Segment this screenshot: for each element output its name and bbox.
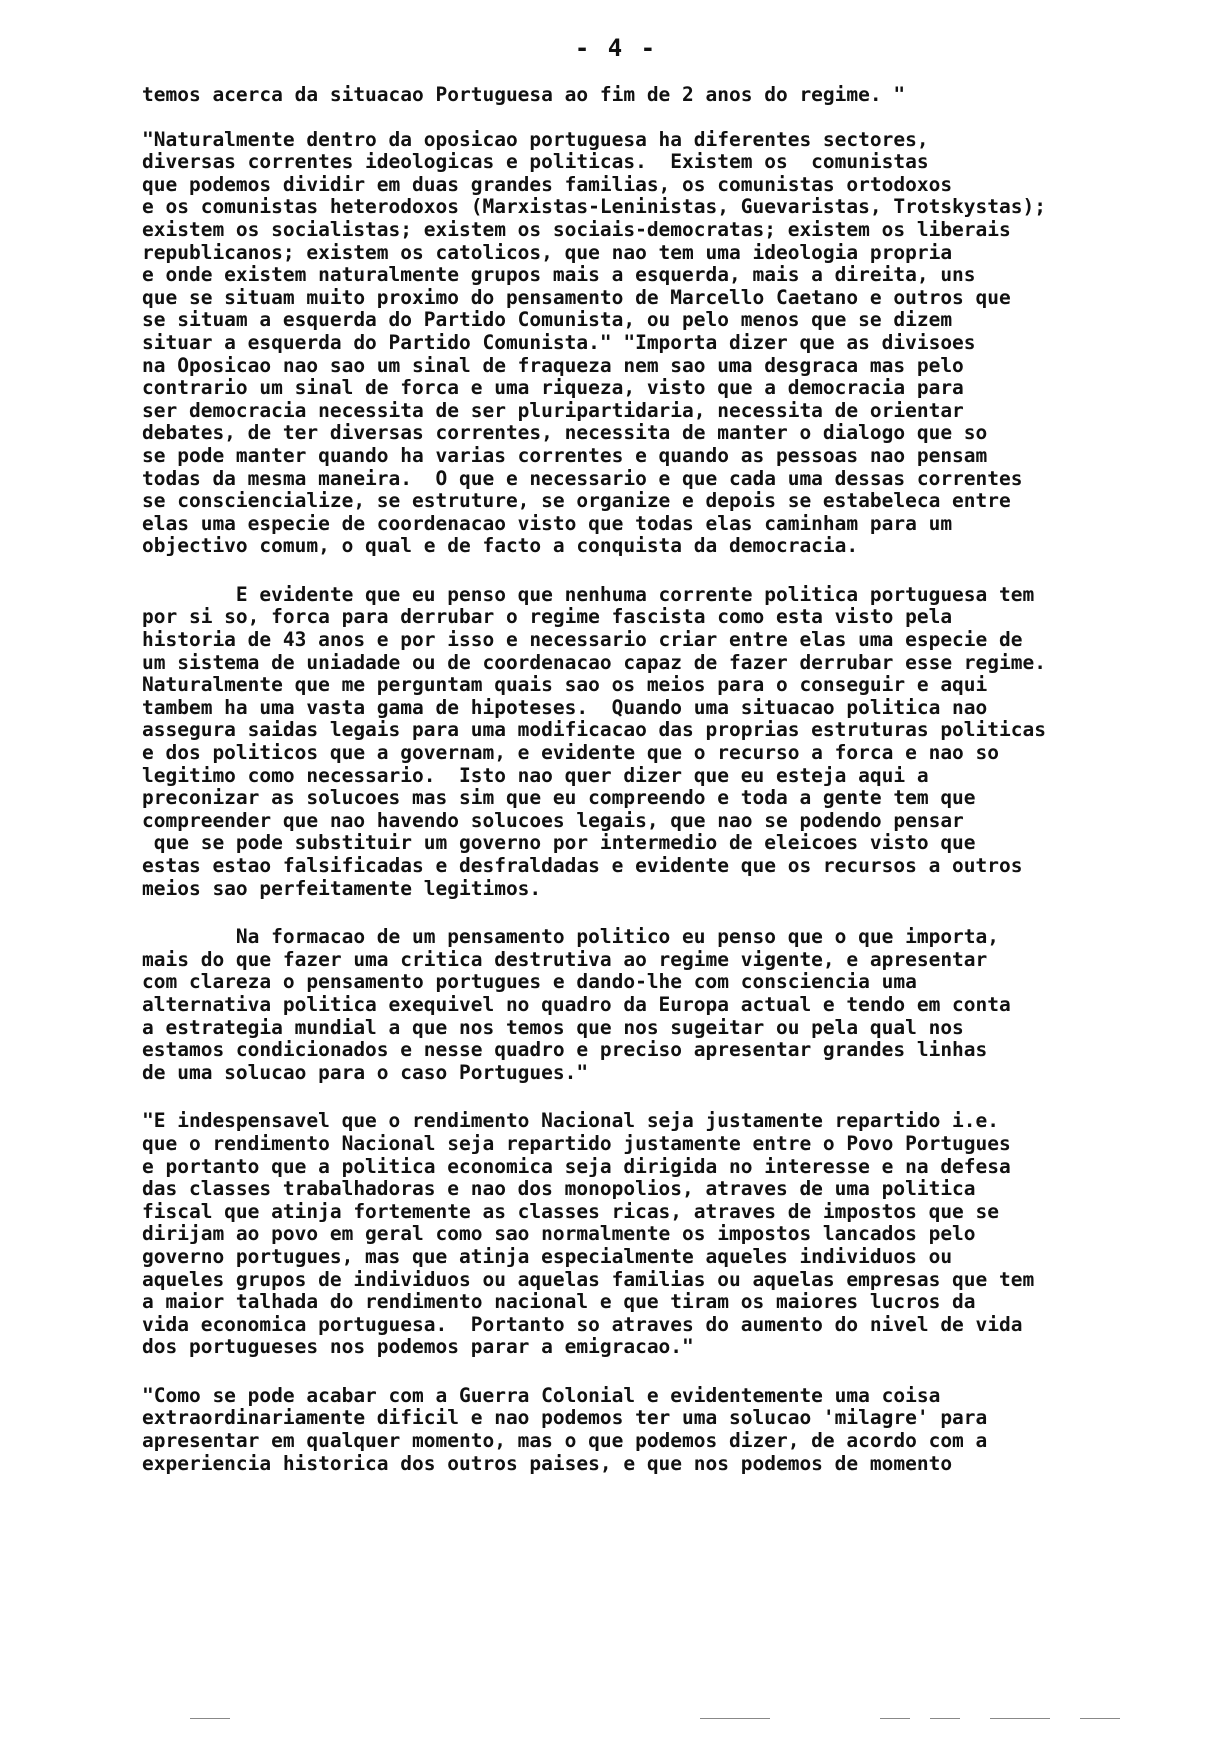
text-line: existem os socialistas; existem os sociais-democratas; existem os liberais: [142, 217, 1011, 241]
text-line: todas da mesma maneira. O que e necessario e que cada uma dessas correntes: [142, 466, 1023, 490]
text-line: Na formacao de um pensamento politico eu penso que o que importa,: [142, 925, 1000, 949]
paragraph-4: [142, 926, 1202, 1084]
paragraph-3: [142, 584, 1202, 900]
text-line: que podemos dividir em duas grandes familias, os comunistas ortodoxos: [142, 172, 953, 196]
text-line: Naturalmente que me perguntam quais sao os meios para o conseguir e aqui: [142, 673, 988, 697]
text-line: ser democracia necessita de ser pluripartidaria, necessita de orientar: [142, 398, 964, 422]
paragraph-1: [142, 84, 1202, 107]
text-line: tambem ha uma vasta gama de hipoteses. Quando uma situacao politica nao: [142, 695, 988, 719]
document-body: [142, 84, 1202, 1475]
text-line: aqueles grupos de individuos ou aquelas familias ou aquelas empresas que tem: [142, 1267, 1035, 1291]
text-line: preconizar as solucoes mas sim que eu compreendo e toda a gente tem que: [142, 786, 976, 810]
text-line: que se situam muito proximo do pensamento de Marcello Caetano e outros que: [142, 285, 1011, 309]
text-line: que se pode substituir um governo por intermedio de eleicoes visto que: [142, 831, 976, 855]
text-line: meios sao perfeitamente legitimos.: [142, 876, 542, 900]
text-line: e onde existem naturalmente grupos mais a esquerda, mais a direita, uns: [142, 263, 976, 287]
text-line: historia de 43 anos e por isso e necessario criar entre elas uma especie de: [142, 628, 1023, 652]
text-line: se situam a esquerda do Partido Comunista, ou pelo menos que se dizem: [142, 308, 953, 332]
text-line: extraordinariamente dificil e nao podemos ter uma solucao 'milagre' para: [142, 1406, 988, 1430]
text-line: fiscal que atinja fortemente as classes ricas, atraves de impostos que se: [142, 1199, 1000, 1223]
text-line: alternativa politica exequivel no quadro da Europa actual e tendo em conta: [142, 992, 1011, 1016]
text-line: a estrategia mundial a que nos temos que nos sugeitar ou pela qual nos: [142, 1015, 964, 1039]
paragraph-6: [142, 1385, 1202, 1475]
text-line: legitimo como necessario. Isto nao quer dizer que eu esteja aqui a: [142, 763, 929, 787]
text-line: diversas correntes ideologicas e politicas. Existem os comunistas: [142, 150, 929, 174]
text-line: mais do que fazer uma critica destrutiva ao regime vigente, e apresentar: [142, 947, 988, 971]
text-line: objectivo comum, o qual e de facto a conquista da democracia.: [142, 534, 859, 558]
text-line: estamos condicionados e nesse quadro e preciso apresentar grandes linhas: [142, 1038, 988, 1062]
text-line: e portanto que a politica economica seja dirigida no interesse e na defesa: [142, 1154, 1011, 1178]
text-line: de uma solucao para o caso Portugues.": [142, 1060, 589, 1084]
text-line: e dos politicos que a governam, e evidente que o recurso a forca e nao so: [142, 741, 1000, 765]
paragraph-5: [142, 1110, 1202, 1359]
text-line: E evidente que eu penso que nenhuma corrente politica portuguesa tem: [142, 582, 1035, 606]
text-line: contrario um sinal de forca e uma riqueza, visto que a democracia para: [142, 376, 964, 400]
text-line: governo portugues, mas que atinja especialmente aqueles individuos ou: [142, 1244, 953, 1268]
text-line: experiencia historica dos outros paises, e que nos podemos de momento: [142, 1451, 953, 1475]
text-line: que o rendimento Nacional seja repartido justamente entre o Povo Portugues: [142, 1131, 1011, 1155]
text-line: se consciencialize, se estruture, se organize e depois se estabeleca entre: [142, 489, 1011, 513]
text-line: compreender que nao havendo solucoes legais, que nao se podendo pensar: [142, 808, 964, 832]
text-line: estas estao falsificadas e desfraldadas e evidente que os recursos a outros: [142, 854, 1023, 877]
text-line: "Como se pode acabar com a Guerra Colonial e evidentemente uma coisa: [142, 1383, 941, 1407]
text-line: republicanos; existem os catolicos, que nao tem uma ideologia propria: [142, 240, 953, 264]
text-line: situar a esquerda do Partido Comunista." "Importa dizer que as divisoes: [142, 330, 976, 354]
text-line: na Oposicao nao sao um sinal de fraqueza nem sao uma desgraca mas pelo: [142, 353, 964, 377]
text-line: vida economica portuguesa. Portanto so atraves do aumento do nivel de vida: [142, 1312, 1023, 1336]
text-line: debates, de ter diversas correntes, necessita de manter o dialogo que so: [142, 421, 988, 445]
text-line: das classes trabalhadoras e nao dos monopolios, atraves de uma politica: [142, 1177, 976, 1201]
text-line: se pode manter quando ha varias correntes e quando as pessoas nao pensam: [142, 443, 988, 467]
text-line: assegura saidas legais para uma modificacao das proprias estruturas politicas: [142, 718, 1046, 742]
text-line: dirijam ao povo em geral como sao normalmente os impostos lancados pelo: [142, 1222, 976, 1246]
scan-artifact-marks: [0, 1718, 1232, 1722]
text-line: elas uma especie de coordenacao visto que todas elas caminham para um: [142, 511, 953, 535]
paragraph-2: [142, 129, 1202, 558]
text-line: dos portugueses nos podemos parar a emigracao.": [142, 1335, 694, 1359]
text-line: a maior talhada do rendimento nacional e que tiram os maiores lucros da: [142, 1290, 976, 1314]
text-line: e os comunistas heterodoxos (Marxistas-Leninistas, Guevaristas, Trotskystas);: [142, 195, 1046, 219]
text-line: um sistema de uniadade ou de coordenacao capaz de fazer derrubar esse regime.: [142, 650, 1046, 674]
text-line: apresentar em qualquer momento, mas o que podemos dizer, de acordo com a: [142, 1429, 988, 1453]
page-number: - 4 -: [574, 34, 658, 62]
text-line: temos acerca da situacao Portuguesa ao fim de 2 anos do regime. ": [142, 83, 906, 106]
text-line: com clareza o pensamento portugues e dando-lhe com consciencia uma: [142, 970, 917, 994]
text-line: "Naturalmente dentro da oposicao portuguesa ha diferentes sectores,: [142, 127, 929, 151]
text-line: por si so, forca para derrubar o regime fascista como esta visto pela: [142, 605, 953, 629]
text-line: "E indespensavel que o rendimento Nacional seja justamente repartido i.e.: [142, 1109, 1000, 1133]
